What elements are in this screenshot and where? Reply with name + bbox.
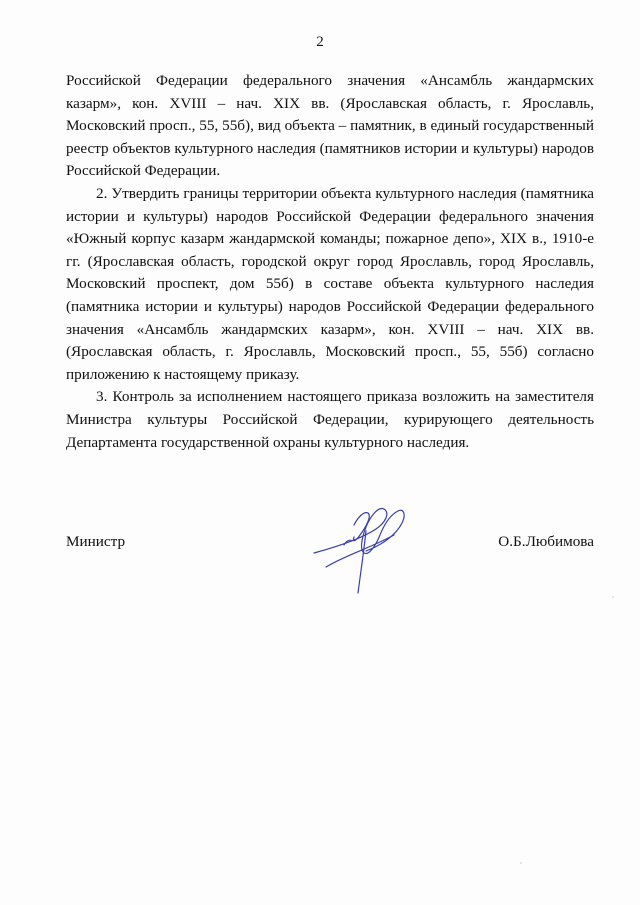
- paragraph-item-3: 3. Контроль за исполнением настоящего приказа возложить на заместителя Министра культуры Российской Федерации, курирующего деятельность Департамента государственной охраны культурного наследия.: [66, 388, 594, 451]
- paragraph-continuation: Российской Федерации федерального значения «Ансамбль жандармских казарм», кон. XVIII – нач. XIX вв. (Ярославская область, г. Ярославль, Московский просп., 55, 55б), вид объекта – памятник, в единый государственный реестр объектов культурного наследия (памятников истории и культуры) народов Российской Федерации.: [66, 72, 594, 180]
- handwritten-signature: [306, 495, 416, 600]
- scan-speck: [520, 862, 522, 864]
- signatory-name: О.Б.Любимова: [498, 533, 594, 550]
- paragraph-item-2: 2. Утвердить границы территории объекта культурного наследия (памятника истории и культуры) народов Российской Федерации федерального значения «Южный корпус казарм жандармской команды; пожарное депо», XIX в., 1910-е гг. (Ярославская область, городской округ город Ярославль, город Ярославль, Московский проспект, дом 55б) в составе объекта культурного наследия (памятника истории и культуры) народов Российской Федерации федерального значения «Ансамбль жандармских казарм», кон. XVIII – нач. XIX вв. (Ярославская область, г. Ярославль, Московский просп., 55, 55б) согласно приложению к настоящему приказу.: [66, 184, 594, 383]
- document-body: [66, 70, 594, 454]
- scan-speck: [612, 596, 614, 598]
- signature-block: [66, 525, 594, 605]
- signatory-title: Министр: [66, 533, 126, 550]
- page-number: 2: [316, 34, 324, 50]
